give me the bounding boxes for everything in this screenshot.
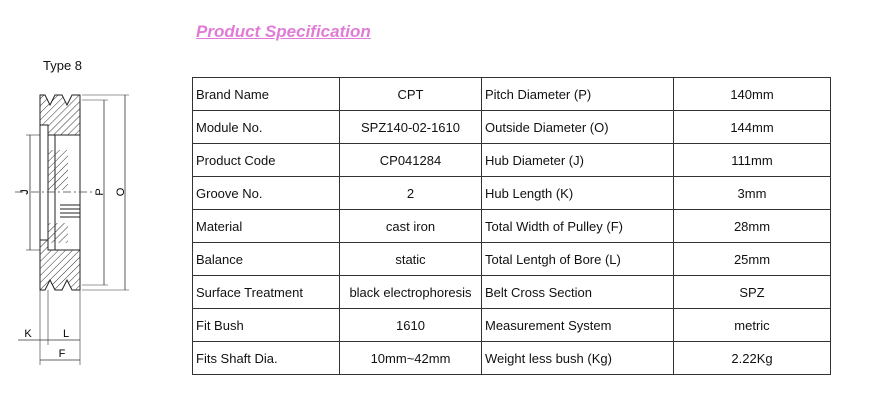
spec-label: Measurement System [482,309,674,342]
spec-label: Balance [193,243,340,276]
dim-label-k: K [24,328,32,340]
spec-value: 111mm [674,144,831,177]
dim-label-l: L [62,328,70,340]
spec-label: Pitch Diameter (P) [482,78,674,111]
spec-label: Surface Treatment [193,276,340,309]
spec-value: 144mm [674,111,831,144]
spec-value: static [340,243,482,276]
spec-value: metric [674,309,831,342]
spec-label: Brand Name [193,78,340,111]
spec-value: CPT [340,78,482,111]
spec-label: Material [193,210,340,243]
spec-label: Groove No. [193,177,340,210]
page-title: Product Specification [196,22,371,41]
table-row [193,276,831,309]
spec-label: Hub Length (K) [482,177,674,210]
spec-label: Module No. [193,111,340,144]
pulley-cross-section-drawing [0,75,140,375]
spec-value: 2 [340,177,482,210]
table-row [193,210,831,243]
spec-label: Belt Cross Section [482,276,674,309]
spec-value: black electrophoresis [340,276,482,309]
type-label: Type 8 [43,58,83,73]
spec-label: Hub Diameter (J) [482,144,674,177]
table-row [193,342,831,375]
spec-value: CP041284 [340,144,482,177]
table-row [193,111,831,144]
table-row [193,309,831,342]
spec-label: Fit Bush [193,309,340,342]
spec-value: cast iron [340,210,482,243]
dim-label-o: O [115,187,127,197]
spec-value: 1610 [340,309,482,342]
spec-label: Fits Shaft Dia. [193,342,340,375]
spec-label: Total Lentgh of Bore (L) [482,243,674,276]
spec-value: 3mm [674,177,831,210]
spec-label: Total Width of Pulley (F) [482,210,674,243]
spec-label: Outside Diameter (O) [482,111,674,144]
spec-value: SPZ140-02-1610 [340,111,482,144]
spec-value: 28mm [674,210,831,243]
table-row [193,144,831,177]
spec-value: 140mm [674,78,831,111]
spec-value: 25mm [674,243,831,276]
dim-label-f: F [58,348,66,360]
table-row [193,78,831,111]
dim-label-p: P [94,188,106,196]
dim-label-j: J [19,189,31,195]
table-row [193,177,831,210]
spec-label: Weight less bush (Kg) [482,342,674,375]
spec-value: 10mm~42mm [340,342,482,375]
spec-label: Product Code [193,144,340,177]
spec-value: 2.22Kg [674,342,831,375]
spec-table [192,77,831,375]
table-row [193,243,831,276]
spec-value: SPZ [674,276,831,309]
